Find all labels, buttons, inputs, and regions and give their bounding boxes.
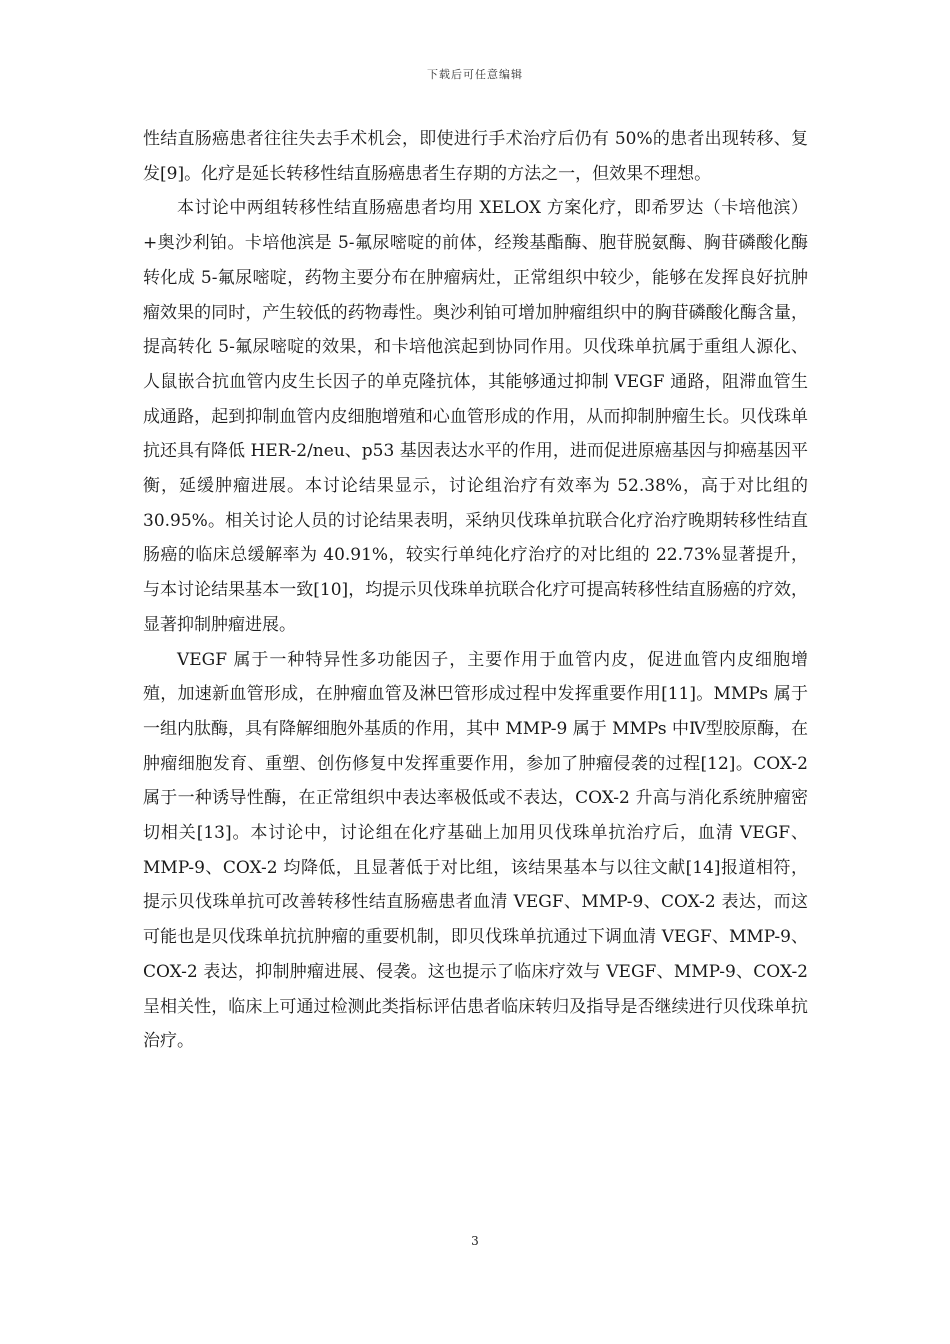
document-body <box>143 122 808 1059</box>
page-number: 3 <box>471 1234 479 1248</box>
paragraph-vegf-discussion: VEGF 属于一种特异性多功能因子，主要作用于血管内皮，促进血管内皮细胞增殖，加速新血管形成，在肿瘤血管及淋巴管形成过程中发挥重要作用[11]。MMPs 属于一组内肽酶，具有降解细胞外基质的作用，其中 MMP-9 属于 MMPs 中Ⅳ型胶原酶，在肿瘤细胞发育、重塑、创伤修复中发挥重要作用，参加了肿瘤侵袭的过程[12]。COX-2 属于一种诱导性酶，在正常组织中表达率极低或不表达，COX-2 升高与消化系统肿瘤密切相关[13]。本讨论中，讨论组在化疗基础上加用贝伐珠单抗治疗后，血清 VEGF、MMP-9、COX-2 均降低，且显著低于对比组，该结果基本与以往文献[14]报道相符，提示贝伐珠单抗可改善转移性结直肠癌患者血清 VEGF、MMP-9、COX-2 表达，而这可能也是贝伐珠单抗抗肿瘤的重要机制，即贝伐珠单抗通过下调血清 VEGF、MMP-9、COX-2 表达，抑制肿瘤进展、侵袭。这也提示了临床疗效与 VEGF、MMP-9、COX-2 呈相关性，临床上可通过检测此类指标评估患者临床转归及指导是否继续进行贝伐珠单抗治疗。 <box>143 649 808 1052</box>
paragraph-xelox-discussion: 本讨论中两组转移性结直肠癌患者均用 XELOX 方案化疗，即希罗达（卡培他滨）+奥沙利铂。卡培他滨是 5-氟尿嘧啶的前体，经羧基酯酶、胞苷脱氨酶、胸苷磷酸化酶转化成 5-氟尿嘧啶，药物主要分布在肿瘤病灶，正常组织中较少，能够在发挥良好抗肿瘤效果的同时，产生较低的药物毒性。奥沙利铂可增加肿瘤组织中的胸苷磷酸化酶含量，提高转化 5-氟尿嘧啶的效果，和卡培他滨起到协同作用。贝伐珠单抗属于重组人源化、人鼠嵌合抗血管内皮生长因子的单克隆抗体，其能够通过抑制 VEGF 通路，阻滞血管生成通路，起到抑制血管内皮细胞增殖和心血管形成的作用，从而抑制肿瘤生长。贝伐珠单抗还具有降低 HER-2/neu、p53 基因表达水平的作用，进而促进原癌基因与抑癌基因平衡，延缓肿瘤进展。本讨论结果显示，讨论组治疗有效率为 52.38%，高于对比组的 30.95%。相关讨论人员的讨论结果表明，采纳贝伐珠单抗联合化疗治疗晚期转移性结直肠癌的临床总缓解率为 40.91%，较实行单纯化疗治疗的对比组的 22.73%显著提升，与本讨论结果基本一致[10]，均提示贝伐珠单抗联合化疗可提高转移性结直肠癌的疗效，显著抑制肿瘤进展。 <box>143 198 808 635</box>
paragraph-continuation: 性结直肠癌患者往往失去手术机会，即使进行手术治疗后仍有 50%的患者出现转移、复发[9]。化疗是延长转移性结直肠癌患者生存期的方法之一，但效果不理想。 <box>143 129 808 184</box>
page-header-note: 下载后可任意编辑 <box>427 68 523 81</box>
